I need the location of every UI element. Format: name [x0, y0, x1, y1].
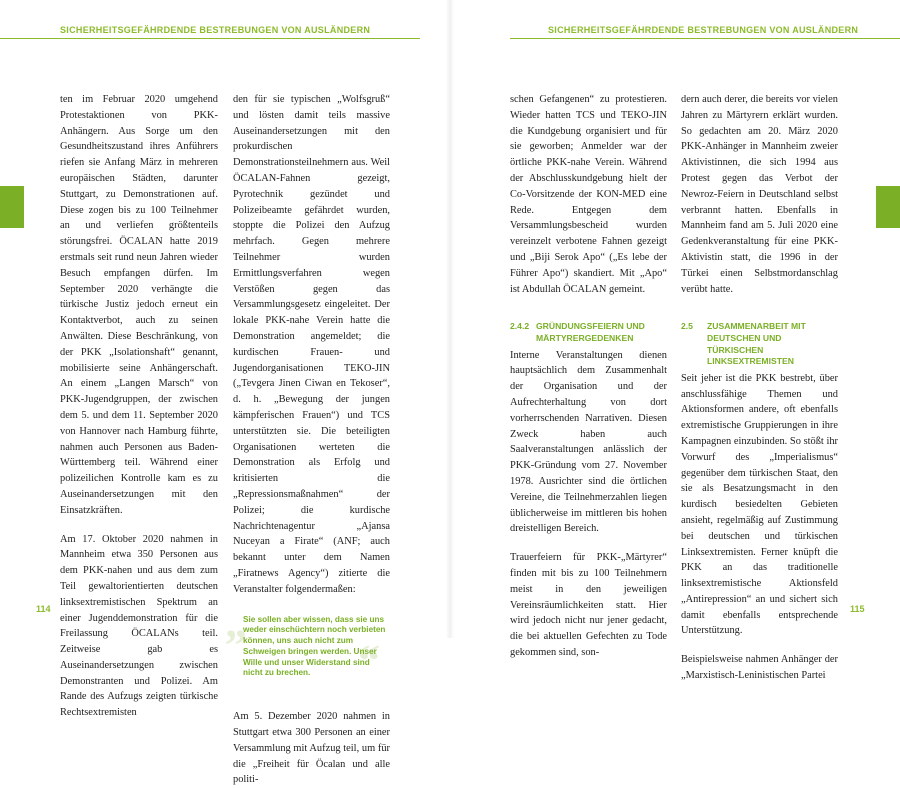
- section-heading-2-5: [681, 321, 838, 367]
- left-page-column-1: [60, 92, 218, 721]
- paragraph: Interne Veranstaltungen dienen hauptsächlich dem Zusammenhalt der Organisation und der Aufrechterhaltung von dort vorherrschenden Narrativen. Diesen Zweck haben auch Saalveranstaltungen anlässlich der PKK-Gründung vom 27. November 1978. Ausrichter sind die örtlichen Vereine, die Teilnehmerzahlen liegen üblicherweise im mittleren bis hohen dreistelligen Bereich.: [510, 349, 667, 535]
- header-rule-right: [510, 38, 900, 39]
- paragraph: Beispielsweise nahmen Anhänger der „Marxistisch-Leninistischen Partei: [681, 654, 838, 682]
- paragraph: ten im Februar 2020 umgehend Protestaktionen von PKK-Anhängern. Aus Sorge um den Gesundheitszustand ihres Anführers riefen sie Anfang März in mehreren europäischen Städten, darunter Stuttgart, zu Demonstrationen auf. Diese zogen bis zu 100 Teilnehmer an und verliefen größtenteils störungsfrei. ÖCALAN hatte 2019 erstmals seit rund neun Jahren wieder Besuch empfangen dürfen. Im September 2020 verhängte die türkische Justiz jedoch erneut ein Kontaktverbot, auch zu seinen Anwälten. Diese Beschränkung, von der PKK „Isolationshaft“ genannt, mobilisierte seine Anhängerschaft. An einem „Langen Marsch“ von PKK-Jugendgruppen, der zwischen dem 5. und dem 11. September 2020 von Hannover nach Hamburg führte, nahmen auch Personen aus Baden-Württemberg teil. Während einer polizeilichen Kontrolle kam es zu Auseinandersetzungen mit den Einsatzkräften.: [60, 94, 218, 516]
- pull-quote-text: Sie sollen aber wissen, dass sie uns weder einschüchtern noch verbieten können, uns auch nicht zum Schweigen bringen werden. Unser Wille und unser Widerstand sind nicht zu brechen.: [243, 614, 386, 678]
- paragraph: Trauerfeiern für PKK-„Märtyrer“ finden mit bis zu 100 Teilnehmern meist in den jeweiligen Vereinsräumlichkeiten statt. Hier wird jedoch nicht nur jener gedacht, die bei aktuellen Gefechten zu Tode gekommen sind, son-: [510, 552, 667, 658]
- section-number: 2.4.2: [510, 321, 530, 332]
- paragraph: schen Gefangenen“ zu protestieren. Wieder hatten TCS und TEKO-JIN die Kundgebung organisiert und für sie geworben; Anmelder war der örtliche PKK-nahe Verein. Während der Abschlusskundgebung hielt der Co-Vorsitzende der KON-MED eine Rede. Entgegen dem Versammlungsbescheid wurden vereinzelt verbotene Fahnen gezeigt und „Biji Serok Apo“ („Es lebe der Führer Apo“) skandiert. Mit „Apo“ ist Abdullah ÖCALAN gemeint.: [510, 94, 667, 295]
- left-page-column-2: [225, 92, 390, 788]
- paragraph: Am 5. Dezember 2020 nahmen in Stuttgart etwa 300 Personen an einer Versammlung mit Aufzug teil, um für die „Freiheit für Öcalan und alle politi-: [233, 711, 390, 786]
- section-number: 2.5: [681, 321, 693, 332]
- section-title: GRÜNDUNGSFEIERN UND MÄRTYRERGEDENKEN: [536, 321, 645, 343]
- chapter-tab-left: [0, 186, 24, 228]
- quote-mark-close-icon: “: [358, 635, 380, 685]
- paragraph: dern auch derer, die bereits vor vielen Jahren zu Märtyrern erklärt wurden. So gedachten am 20. März 2020 PKK-Anhänger in Mannheim zweier Aktivistinnen, die sich 1994 aus Protest gegen das Verbot der Newroz-Feiern in Deutschland selbst verbrannt hatten. Ebenfalls in Mannheim fand am 5. Juli 2020 eine Gedenkveranstaltung für eine PKK-Aktivistin statt, die 1996 in der Türkei einen Selbstmordanschlag verübt hatte.: [681, 94, 838, 295]
- pull-quote: [225, 597, 390, 685]
- right-page-column-1: [510, 92, 667, 661]
- running-header-right: SICHERHEITSGEFÄHRDENDE BESTREBUNGEN VON AUSLÄNDERN: [548, 25, 859, 35]
- quote-mark-open-icon: „: [225, 597, 247, 647]
- right-page-column-2: [681, 92, 838, 684]
- running-header-left: SICHERHEITSGEFÄHRDENDE BESTREBUNGEN VON AUSLÄNDERN: [60, 25, 371, 35]
- section-heading-2-4-2: [510, 321, 667, 344]
- paragraph: Seit jeher ist die PKK bestrebt, über anschlussfähige Themen und Aktionsformen andere, oft ebenfalls extremistische Gruppierungen in ihre Kampagnen einzubinden. So stößt ihr Vorwurf des „Imperialismus“ gegenüber dem türkischen Staat, den sie als Besatzungsmacht in den kurdisch besiedelten Gebieten ansieht, regelmäßig auf Zustimmung bei deutschen und türkischen Linksextremisten. Ferner knüpft die PKK an das traditionelle linksextremistische Aktionsfeld „Antirepression“ an und sichert sich damit ebenfalls entsprechende Unterstützung.: [681, 372, 838, 637]
- left-page: [0, 0, 450, 786]
- right-page: [450, 0, 900, 682]
- page-number-left: 114: [36, 604, 51, 614]
- paragraph: den für sie typischen „Wolfsgruß“ und lösten damit teils massive Auseinandersetzungen mit den prokurdischen Demonstrationsteilnehmern aus. Weil ÖCALAN-Fahnen gezeigt, Pyrotechnik gezündet und Polizeibeamte gefährdet wurden, stoppte die Polizei den Aufzug mehrfach. Gegen mehrere Teilnehmer wurden Ermittlungsverfahren wegen Verstößen gegen das Versammlungsgesetz eingeleitet. Der lokale PKK-nahe Verein hatte die Demonstration angemeldet; die kurdischen Frauen- und Jugendorganisationen TEKO-JIN („Tevgera Jinen Ciwan en Tekoser“, d. h. „Bewegung der jungen kämpferischen Frauen“) und TCS unterstützten sie. Die beteiligten Organisationen werteten die Demonstration als Erfolg und kritisierten die „Repressionsmaßnahmen“ der Polizei; die kurdische Nachrichtenagentur „Ajansa Nuceyan a Firate“ (ANF; auch bekannt unter dem Namen „Firatnews Agency“) zitierte die Veranstalter folgendermaßen:: [233, 94, 390, 595]
- page-number-right: 115: [850, 604, 865, 614]
- header-rule-left: [0, 38, 420, 39]
- section-title: ZUSAMMENARBEIT MIT DEUTSCHEN UND TÜRKISCHEN LINKSEXTREMISTEN: [707, 321, 806, 367]
- paragraph: Am 17. Oktober 2020 nahmen in Mannheim etwa 350 Personen aus dem PKK-nahen und aus dem zum Teil gewaltorientierten deutschen linksextremistischen Spektrum an einer Jugenddemonstration für die Freilassung ÖCALANs teil. Zeitweise gab es Auseinandersetzungen zwischen Demonstranten und Polizei. Am Rande des Aufzugs zeigten türkische Rechtsextremisten: [60, 533, 218, 719]
- chapter-tab-right: [876, 186, 900, 228]
